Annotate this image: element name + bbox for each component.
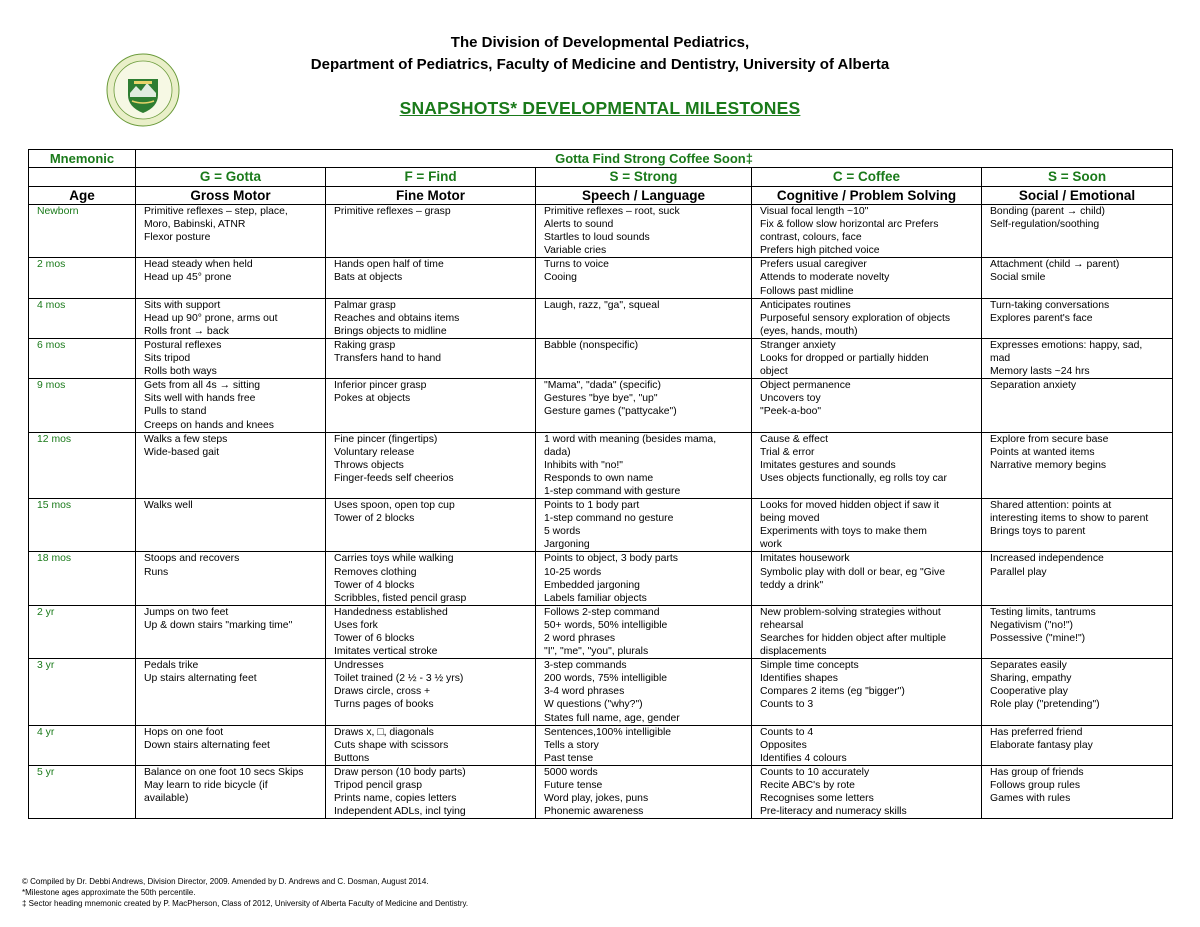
milestone-item: Explores parent's face bbox=[990, 312, 1093, 324]
milestone-item: Alerts to sound bbox=[544, 219, 614, 231]
division-heading: The Division of Developmental Pediatrics, bbox=[450, 34, 750, 51]
department-heading: Department of Pediatrics, Faculty of Medicine and Dentistry, University of Alberta bbox=[310, 56, 890, 73]
milestone-item: Separates easily bbox=[990, 660, 1067, 672]
milestone-item: Prefers usual caregiver bbox=[760, 259, 867, 271]
milestone-item: Counts to 3 bbox=[760, 699, 814, 711]
milestone-item: States full name, age, gender bbox=[544, 712, 680, 724]
milestone-item: Cause & effect bbox=[760, 433, 828, 445]
milestone-item: Finger-feeds self cheerios bbox=[334, 472, 454, 484]
milestone-row bbox=[29, 338, 1173, 378]
milestone-item: Narrative memory begins bbox=[990, 459, 1107, 471]
milestone-item: Head up 45° prone bbox=[144, 272, 232, 284]
speech-language-cell bbox=[536, 379, 752, 432]
milestone-item: Wide-based gait bbox=[144, 446, 220, 458]
milestone-item: Brings objects to midline bbox=[334, 325, 447, 337]
milestone-item: Jumps on two feet bbox=[144, 606, 229, 618]
milestone-item: Fix & follow slow horizontal arc Prefers bbox=[760, 219, 939, 231]
milestone-item: Tower of 6 blocks bbox=[334, 633, 415, 644]
document-title: SNAPSHOTS* DEVELOPMENTAL MILESTONES bbox=[399, 98, 801, 118]
milestone-item: Trial & error bbox=[760, 446, 815, 458]
gross-motor-cell bbox=[136, 379, 326, 432]
sector-blank bbox=[29, 168, 136, 187]
milestone-item: Palmar grasp bbox=[334, 299, 396, 311]
milestone-item: displacements bbox=[760, 646, 827, 658]
social-emotional-cell bbox=[982, 552, 1173, 605]
milestone-item: 1-step command with gesture bbox=[544, 485, 681, 497]
milestone-item: Handedness established bbox=[334, 606, 448, 618]
milestone-item: Labels familiar objects bbox=[544, 592, 647, 604]
milestone-item: available) bbox=[144, 793, 189, 805]
milestone-item: Possessive ("mine!") bbox=[990, 633, 1086, 644]
milestone-item: 1-step command no gesture bbox=[544, 513, 674, 525]
milestone-item: Turn-taking conversations bbox=[990, 299, 1110, 311]
milestone-item: Pokes at objects bbox=[334, 393, 411, 405]
milestone-item: Looks for moved hidden object if saw it bbox=[760, 500, 940, 512]
milestone-row bbox=[29, 379, 1173, 432]
sector-find: F = Find bbox=[326, 168, 536, 187]
header-social-emotional: Social / Emotional bbox=[982, 187, 1173, 205]
social-emotional-cell bbox=[982, 499, 1173, 552]
milestone-item: Gestures "bye bye", "up" bbox=[544, 393, 658, 405]
milestone-item: Brings toys to parent bbox=[990, 526, 1086, 538]
milestone-item: Elaborate fantasy play bbox=[990, 739, 1093, 751]
mnemonic-label: Mnemonic bbox=[29, 150, 136, 168]
milestone-item: object bbox=[760, 366, 788, 378]
milestone-item: Independent ADLs, incl tying bbox=[334, 806, 466, 818]
milestone-item: New problem-solving strategies without bbox=[760, 606, 941, 618]
cognitive-cell bbox=[752, 205, 982, 258]
milestone-item: Draws x, □, diagonals bbox=[334, 726, 434, 738]
milestone-item: 3-step commands bbox=[544, 660, 627, 672]
milestone-item: Imitates housework bbox=[760, 553, 850, 565]
milestone-item: Uses objects functionally, eg rolls toy car bbox=[760, 472, 947, 484]
speech-language-cell bbox=[536, 298, 752, 338]
milestone-item: Phonemic awareness bbox=[544, 806, 644, 818]
milestone-item: "I", "me", "you", plurals bbox=[544, 646, 649, 658]
milestone-item: Babble (nonspecific) bbox=[544, 339, 639, 351]
cognitive-cell bbox=[752, 725, 982, 765]
milestone-item: Creeps on hands and knees bbox=[144, 419, 274, 431]
social-emotional-cell bbox=[982, 765, 1173, 818]
milestone-item: Cooing bbox=[544, 272, 577, 284]
milestone-item: 5000 words bbox=[544, 766, 598, 778]
milestone-item: Imitates gestures and sounds bbox=[760, 459, 896, 471]
age-cell: 4 mos bbox=[29, 298, 136, 338]
gross-motor-cell bbox=[136, 765, 326, 818]
sector-soon: S = Soon bbox=[982, 168, 1173, 187]
gross-motor-cell bbox=[136, 205, 326, 258]
milestone-item: Social smile bbox=[990, 272, 1046, 284]
milestones-table bbox=[28, 149, 1173, 819]
milestone-item: Rolls both ways bbox=[144, 366, 217, 378]
milestone-item: rehearsal bbox=[760, 619, 804, 631]
footer-percentile-note: *Milestone ages approximate the 50th percentile. bbox=[22, 888, 196, 897]
milestone-item: Experiments with toys to make them bbox=[760, 526, 927, 538]
speech-language-cell bbox=[536, 765, 752, 818]
cognitive-cell bbox=[752, 552, 982, 605]
gross-motor-cell bbox=[136, 298, 326, 338]
gross-motor-cell bbox=[136, 499, 326, 552]
milestone-item: W questions ("why?") bbox=[544, 699, 643, 711]
social-emotional-cell bbox=[982, 205, 1173, 258]
milestone-item: Visual focal length ~10" bbox=[760, 206, 869, 217]
fine-motor-cell bbox=[326, 605, 536, 658]
milestone-item: Games with rules bbox=[990, 793, 1071, 805]
milestone-item: Laugh, razz, "ga", squeal bbox=[544, 299, 660, 311]
age-cell: 2 yr bbox=[29, 605, 136, 658]
milestone-item: dada) bbox=[544, 446, 571, 458]
milestone-item: Anticipates routines bbox=[760, 299, 851, 311]
milestone-item: Opposites bbox=[760, 739, 807, 751]
cognitive-cell bbox=[752, 605, 982, 658]
sector-coffee: C = Coffee bbox=[752, 168, 982, 187]
social-emotional-cell bbox=[982, 338, 1173, 378]
fine-motor-cell bbox=[326, 205, 536, 258]
milestone-item: Moro, Babinski, ATNR bbox=[144, 219, 246, 231]
milestone-item: Transfers hand to hand bbox=[334, 353, 442, 365]
milestone-item: Pedals trike bbox=[144, 660, 199, 672]
milestone-item: Removes clothing bbox=[334, 566, 417, 578]
header-gross-motor: Gross Motor bbox=[136, 187, 326, 205]
milestone-item: Counts to 4 bbox=[760, 726, 814, 738]
milestone-item: Separation anxiety bbox=[990, 380, 1077, 392]
milestone-item: Draw person (10 body parts) bbox=[334, 766, 466, 778]
age-cell: 18 mos bbox=[29, 552, 136, 605]
milestone-row bbox=[29, 765, 1173, 818]
social-emotional-cell bbox=[982, 725, 1173, 765]
cognitive-cell bbox=[752, 499, 982, 552]
milestone-item: mad bbox=[990, 353, 1011, 365]
milestone-item: Primitive reflexes – step, place, bbox=[144, 206, 288, 217]
milestone-item: Down stairs alternating feet bbox=[144, 739, 270, 751]
milestone-item: Throws objects bbox=[334, 459, 404, 471]
fine-motor-cell bbox=[326, 499, 536, 552]
milestone-item: Hops on one foot bbox=[144, 726, 224, 738]
milestone-item: Stoops and recovers bbox=[144, 553, 240, 565]
milestone-item: Sits well with hands free bbox=[144, 393, 256, 405]
milestone-item: Balance on one foot 10 secs Skips bbox=[144, 766, 304, 778]
milestone-item: Imitates vertical stroke bbox=[334, 646, 438, 658]
milestone-item: Toilet trained (2 ½ - 3 ½ yrs) bbox=[334, 673, 464, 685]
milestone-item: Self-regulation/soothing bbox=[990, 219, 1100, 231]
milestone-item: Past tense bbox=[544, 752, 594, 764]
cognitive-cell bbox=[752, 298, 982, 338]
milestone-item: Voluntary release bbox=[334, 446, 415, 458]
fine-motor-cell bbox=[326, 379, 536, 432]
milestone-item: Raking grasp bbox=[334, 339, 396, 351]
milestone-item: Object permanence bbox=[760, 380, 851, 392]
milestone-item: Has preferred friend bbox=[990, 726, 1083, 738]
social-emotional-cell bbox=[982, 605, 1173, 658]
fine-motor-cell bbox=[326, 659, 536, 725]
speech-language-cell bbox=[536, 552, 752, 605]
milestone-row bbox=[29, 258, 1173, 298]
milestone-item: Follows 2-step command bbox=[544, 606, 660, 618]
milestone-row bbox=[29, 552, 1173, 605]
milestone-item: Pulls to stand bbox=[144, 406, 207, 418]
fine-motor-cell bbox=[326, 338, 536, 378]
milestone-row bbox=[29, 205, 1173, 258]
milestone-item: Sits tripod bbox=[144, 353, 191, 365]
milestone-item: 1 word with meaning (besides mama, bbox=[544, 433, 717, 445]
fine-motor-cell bbox=[326, 432, 536, 498]
milestone-item: Up & down stairs "marking time" bbox=[144, 619, 293, 631]
speech-language-cell bbox=[536, 338, 752, 378]
milestone-item: Cuts shape with scissors bbox=[334, 739, 449, 751]
milestone-item: Prefers high pitched voice bbox=[760, 245, 880, 257]
category-header-row bbox=[29, 187, 1173, 205]
milestone-item: being moved bbox=[760, 513, 820, 525]
age-cell: 12 mos bbox=[29, 432, 136, 498]
speech-language-cell bbox=[536, 205, 752, 258]
cognitive-cell bbox=[752, 379, 982, 432]
milestone-item: Attachment (child → parent) bbox=[990, 259, 1120, 271]
footer-mnemonic-credit: ‡ Sector heading mnemonic created by P. MacPherson, Class of 2012, University of Alberta Faculty of Medicine and Dentistry. bbox=[22, 899, 469, 908]
age-cell: 5 yr bbox=[29, 765, 136, 818]
speech-language-cell bbox=[536, 605, 752, 658]
milestone-item: Attends to moderate novelty bbox=[760, 272, 890, 284]
milestone-item: Compares 2 items (eg "bigger") bbox=[760, 686, 905, 698]
milestone-item: Sits with support bbox=[144, 299, 221, 311]
header-cognitive: Cognitive / Problem Solving bbox=[752, 187, 982, 205]
milestone-item: Primitive reflexes – root, suck bbox=[544, 206, 680, 217]
milestone-item: Tower of 4 blocks bbox=[334, 579, 415, 591]
milestone-item: 3-4 word phrases bbox=[544, 686, 625, 698]
milestone-item: Pre-literacy and numeracy skills bbox=[760, 806, 907, 818]
milestone-item: Undresses bbox=[334, 660, 384, 672]
milestone-item: Draws circle, cross + bbox=[334, 686, 431, 698]
sector-strong: S = Strong bbox=[536, 168, 752, 187]
milestone-item: Has group of friends bbox=[990, 766, 1084, 778]
milestone-item: Cooperative play bbox=[990, 686, 1068, 698]
speech-language-cell bbox=[536, 432, 752, 498]
milestone-item: Looks for dropped or partially hidden bbox=[760, 353, 929, 365]
gross-motor-cell bbox=[136, 552, 326, 605]
milestone-item: (eyes, hands, mouth) bbox=[760, 325, 858, 337]
fine-motor-cell bbox=[326, 258, 536, 298]
fine-motor-cell bbox=[326, 725, 536, 765]
milestone-item: Testing limits, tantrums bbox=[990, 606, 1096, 618]
milestone-item: Sentences,100% intelligible bbox=[544, 726, 672, 738]
milestone-item: Head up 90° prone, arms out bbox=[144, 312, 278, 324]
milestone-item: Points at wanted items bbox=[990, 446, 1095, 458]
age-cell: Newborn bbox=[29, 205, 136, 258]
milestone-item: Prints name, copies letters bbox=[334, 793, 457, 805]
age-cell: 4 yr bbox=[29, 725, 136, 765]
social-emotional-cell bbox=[982, 659, 1173, 725]
milestone-item: Memory lasts ~24 hrs bbox=[990, 366, 1090, 378]
milestone-item: Role play ("pretending") bbox=[990, 699, 1100, 711]
fine-motor-cell bbox=[326, 552, 536, 605]
milestone-item: 5 words bbox=[544, 526, 581, 538]
cognitive-cell bbox=[752, 258, 982, 298]
footer-copyright: © Compiled by Dr. Debbi Andrews, Division Director, 2009. Amended by D. Andrews and C. Dosman, August 2014. bbox=[22, 877, 429, 886]
milestone-item: Gets from all 4s → sitting bbox=[144, 380, 261, 392]
milestone-item: Uncovers toy bbox=[760, 393, 821, 405]
gross-motor-cell bbox=[136, 258, 326, 298]
milestone-item: Hands open half of time bbox=[334, 259, 444, 271]
milestone-item: Tower of 2 blocks bbox=[334, 513, 415, 525]
milestone-item: 200 words, 75% intelligible bbox=[544, 673, 668, 685]
fine-motor-cell bbox=[326, 298, 536, 338]
speech-language-cell bbox=[536, 258, 752, 298]
milestone-item: Inferior pincer grasp bbox=[334, 380, 427, 392]
mnemonic-row bbox=[29, 150, 1173, 168]
milestone-item: Explore from secure base bbox=[990, 433, 1109, 445]
social-emotional-cell bbox=[982, 379, 1173, 432]
milestone-item: contrast, colours, face bbox=[760, 232, 862, 244]
milestone-item: Jargoning bbox=[544, 539, 590, 551]
milestone-item: "Peek-a-boo" bbox=[760, 406, 822, 418]
age-cell: 15 mos bbox=[29, 499, 136, 552]
milestone-item: Tells a story bbox=[544, 739, 599, 751]
milestone-item: Tripod pencil grasp bbox=[334, 780, 422, 792]
speech-language-cell bbox=[536, 725, 752, 765]
milestone-item: Head steady when held bbox=[144, 259, 253, 271]
gross-motor-cell bbox=[136, 338, 326, 378]
milestone-item: May learn to ride bicycle (if bbox=[144, 780, 268, 792]
milestone-item: Walks well bbox=[144, 500, 193, 512]
milestone-item: Expresses emotions: happy, sad, bbox=[990, 339, 1143, 351]
milestone-item: Shared attention: points at bbox=[990, 500, 1112, 512]
milestone-item: Fine pincer (fingertips) bbox=[334, 433, 438, 445]
milestone-item: Startles to loud sounds bbox=[544, 232, 650, 244]
milestone-item: Recite ABC's by rote bbox=[760, 780, 855, 792]
milestone-item: Primitive reflexes – grasp bbox=[334, 206, 451, 217]
milestone-item: interesting items to show to parent bbox=[990, 513, 1149, 525]
social-emotional-cell bbox=[982, 298, 1173, 338]
milestone-item: Follows group rules bbox=[990, 780, 1081, 792]
milestone-item: Variable cries bbox=[544, 245, 607, 257]
milestone-item: Points to 1 body part bbox=[544, 500, 640, 512]
footer-notes bbox=[22, 876, 468, 909]
milestone-item: Future tense bbox=[544, 780, 603, 792]
milestone-item: Recognises some letters bbox=[760, 793, 874, 805]
milestone-item: teddy a drink" bbox=[760, 579, 824, 591]
milestone-item: 10-25 words bbox=[544, 566, 602, 578]
milestone-item: Points to object, 3 body parts bbox=[544, 553, 679, 565]
fine-motor-cell bbox=[326, 765, 536, 818]
milestone-item: Inhibits with "no!" bbox=[544, 459, 623, 471]
gross-motor-cell bbox=[136, 605, 326, 658]
milestone-item: Bonding (parent → child) bbox=[990, 206, 1105, 217]
milestone-item: Buttons bbox=[334, 752, 370, 764]
milestone-item: Follows past midline bbox=[760, 285, 854, 297]
milestone-item: Turns pages of books bbox=[334, 699, 434, 711]
milestone-item: Uses spoon, open top cup bbox=[334, 500, 455, 512]
milestone-item: Carries toys while walking bbox=[334, 553, 454, 565]
milestone-row bbox=[29, 298, 1173, 338]
sector-row bbox=[29, 168, 1173, 187]
mnemonic-value: Gotta Find Strong Coffee Soon‡ bbox=[136, 150, 1173, 168]
milestone-item: "Mama", "dada" (specific) bbox=[544, 380, 661, 392]
gross-motor-cell bbox=[136, 659, 326, 725]
header-speech-language: Speech / Language bbox=[536, 187, 752, 205]
milestone-item: Simple time concepts bbox=[760, 660, 859, 672]
milestone-item: Scribbles, fisted pencil grasp bbox=[334, 592, 467, 604]
age-cell: 3 yr bbox=[29, 659, 136, 725]
milestone-item: Embedded jargoning bbox=[544, 579, 640, 591]
age-cell: 2 mos bbox=[29, 258, 136, 298]
age-cell: 9 mos bbox=[29, 379, 136, 432]
milestone-item: Bats at objects bbox=[334, 272, 403, 284]
milestone-item: Searches for hidden object after multiple bbox=[760, 633, 946, 644]
header-age: Age bbox=[29, 187, 136, 205]
speech-language-cell bbox=[536, 499, 752, 552]
cognitive-cell bbox=[752, 338, 982, 378]
milestone-item: Parallel play bbox=[990, 566, 1047, 578]
milestone-item: 2 word phrases bbox=[544, 633, 616, 644]
milestone-item: Purposeful sensory exploration of objects bbox=[760, 312, 951, 324]
milestone-item: Responds to own name bbox=[544, 472, 654, 484]
milestone-row bbox=[29, 725, 1173, 765]
milestone-item: Gesture games ("pattycake") bbox=[544, 406, 677, 418]
milestone-item: Reaches and obtains items bbox=[334, 312, 460, 324]
milestone-item: Identifies 4 colours bbox=[760, 752, 847, 764]
milestone-item: Symbolic play with doll or bear, eg "Give bbox=[760, 566, 946, 578]
cognitive-cell bbox=[752, 432, 982, 498]
social-emotional-cell bbox=[982, 258, 1173, 298]
milestone-item: Increased independence bbox=[990, 553, 1104, 565]
header-fine-motor: Fine Motor bbox=[326, 187, 536, 205]
milestone-item: Stranger anxiety bbox=[760, 339, 836, 351]
milestone-row bbox=[29, 432, 1173, 498]
speech-language-cell bbox=[536, 659, 752, 725]
milestone-item: Runs bbox=[144, 566, 169, 578]
cognitive-cell bbox=[752, 659, 982, 725]
milestone-row bbox=[29, 659, 1173, 725]
gross-motor-cell bbox=[136, 725, 326, 765]
milestone-item: Turns to voice bbox=[544, 259, 609, 271]
milestone-item: work bbox=[760, 539, 782, 551]
sector-gotta: G = Gotta bbox=[136, 168, 326, 187]
milestone-item: Negativism ("no!") bbox=[990, 619, 1074, 631]
milestone-item: Sharing, empathy bbox=[990, 673, 1072, 685]
milestone-item: Identifies shapes bbox=[760, 673, 838, 685]
milestone-item: Rolls front → back bbox=[144, 325, 229, 337]
cognitive-cell bbox=[752, 765, 982, 818]
milestone-row bbox=[29, 499, 1173, 552]
age-cell: 6 mos bbox=[29, 338, 136, 378]
milestone-item: Up stairs alternating feet bbox=[144, 673, 257, 685]
milestone-item: Uses fork bbox=[334, 619, 378, 631]
milestone-item: Flexor posture bbox=[144, 232, 211, 244]
milestone-item: Walks a few steps bbox=[144, 433, 228, 445]
milestone-row bbox=[29, 605, 1173, 658]
social-emotional-cell bbox=[982, 432, 1173, 498]
gross-motor-cell bbox=[136, 432, 326, 498]
milestone-item: Word play, jokes, puns bbox=[544, 793, 649, 805]
milestone-item: Postural reflexes bbox=[144, 339, 222, 351]
milestone-item: Counts to 10 accurately bbox=[760, 766, 870, 778]
milestone-item: 50+ words, 50% intelligible bbox=[544, 619, 668, 631]
